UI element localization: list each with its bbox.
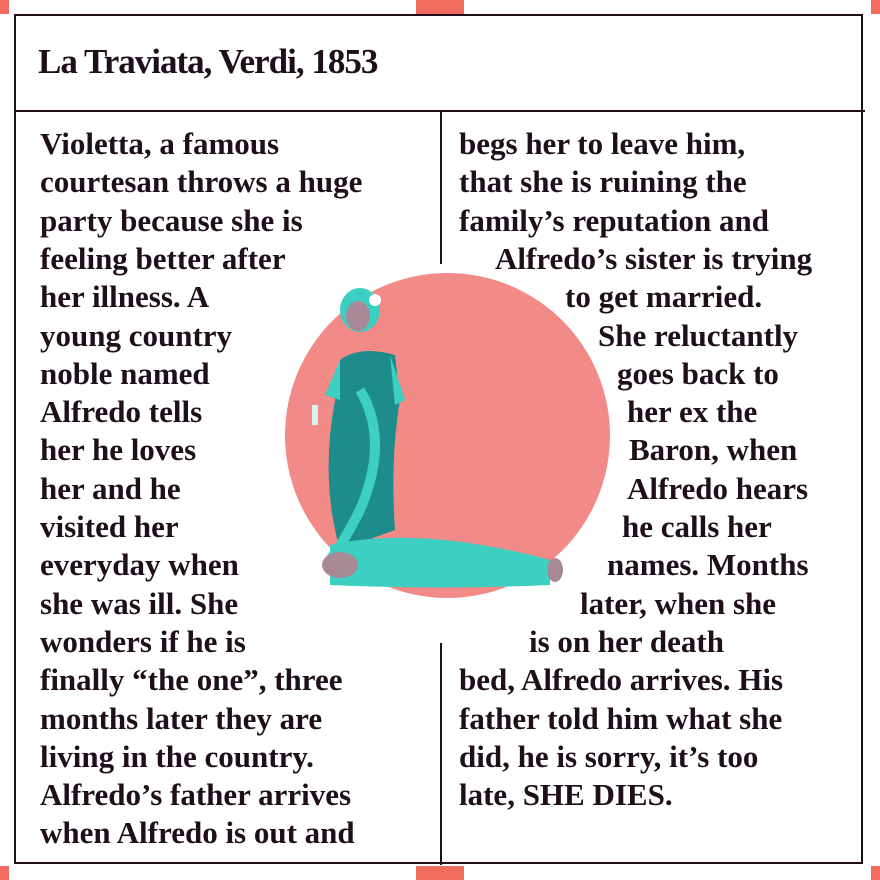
text-line: months later they are — [40, 700, 323, 736]
text-line: visited her — [40, 509, 179, 544]
center-tab-bottom — [416, 866, 464, 880]
text-line: that she is ruining the — [459, 164, 747, 200]
text-line: She reluctantly — [598, 317, 799, 353]
column-divider-top — [440, 112, 442, 264]
text-line: her he loves — [40, 432, 197, 468]
text-line: to get married. — [565, 279, 763, 315]
text-line: Baron, when — [629, 432, 798, 468]
text-line: her illness. A — [40, 279, 210, 315]
text-line: goes back to — [617, 355, 779, 391]
text-line: Alfredo tells — [40, 394, 203, 430]
opera-illustration-icon — [300, 280, 570, 600]
text-line: wonders if he is — [40, 623, 246, 659]
text-line: is on her death — [529, 623, 724, 659]
text-line: did, he is sorry, it’s too — [459, 738, 759, 774]
corner-tab-bottom-right — [871, 866, 880, 880]
corner-tab-top-right — [871, 0, 880, 14]
text-line: finally “the one”, three — [40, 662, 343, 698]
text-line: family’s reputation and — [459, 202, 770, 238]
text-line: Violetta, a famous — [40, 126, 280, 161]
text-line: her ex the — [627, 394, 758, 430]
text-line: father told him what she — [459, 700, 783, 736]
text-line: Alfredo’s sister is trying — [495, 240, 813, 276]
text-line: later, when she — [580, 585, 777, 621]
text-line: Alfredo hears — [627, 470, 809, 506]
header — [14, 14, 865, 112]
text-line: she was ill. She — [40, 585, 239, 621]
text-line: late, SHE DIES. — [459, 777, 673, 813]
text-line: feeling better after — [40, 240, 286, 276]
text-line: names. Months — [607, 547, 809, 583]
text-line: young country — [40, 317, 233, 353]
column-divider-bottom — [440, 643, 442, 865]
corner-tab-bottom-left — [0, 866, 9, 880]
text-line: courtesan throws a huge — [40, 164, 363, 200]
center-tab-top — [416, 0, 464, 14]
text-line: everyday when — [40, 547, 239, 583]
text-line: party because she is — [40, 202, 303, 238]
text-line: bed, Alfredo arrives. His — [459, 662, 784, 698]
text-line: noble named — [40, 355, 210, 391]
text-line: Alfredo’s father arrives — [40, 777, 352, 813]
text-line: he calls her — [622, 509, 772, 544]
text-line: her and he — [40, 470, 181, 506]
corner-tab-top-left — [0, 0, 9, 14]
text-line: begs her to leave him, — [459, 126, 746, 161]
page-title: La Traviata, Verdi, 1853 — [38, 42, 378, 81]
text-line: when Alfredo is out and — [40, 815, 355, 851]
text-line: living in the country. — [40, 738, 314, 774]
